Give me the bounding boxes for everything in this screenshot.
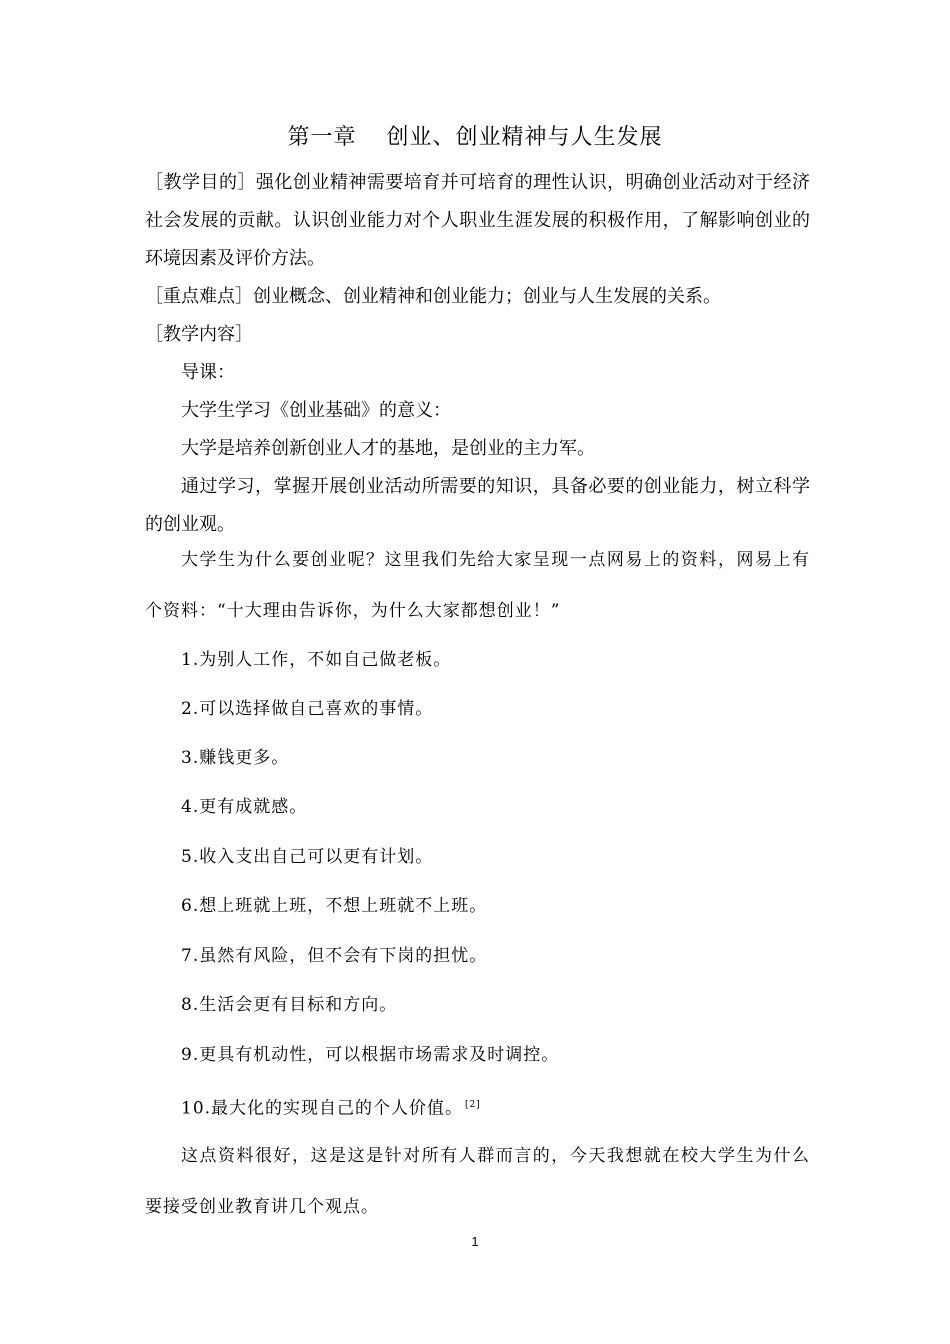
chapter-title [0, 120, 950, 151]
chapter-name: 创业、创业精神与人生发展 [386, 125, 663, 150]
reason-item: 9.更具有机动性，可以根据市场需求及时调控。 [181, 1045, 560, 1065]
reason-item: 8.生活会更有目标和方向。 [181, 995, 398, 1015]
body-paragraph-4: 这点资料很好，这是这是针对所有人群而言的，今天我想就在校大学生为什么要接受创业教育讲几个观点。 [145, 1146, 810, 1217]
reason-item: 4.更有成就感。 [181, 797, 308, 817]
reason-item-last [145, 1080, 810, 1135]
reason-item: 6.想上班就上班，不想上班就不上班。 [181, 896, 488, 916]
reason-item: 5.收入支出自己可以更有计划。 [181, 847, 434, 867]
teaching-content-label: ［教学内容］ [145, 324, 253, 345]
citation-ref: [2] [465, 1100, 481, 1110]
intro-question: 大学生学习《创业基础》的意义： [181, 400, 451, 421]
teaching-purpose: ［教学目的］强化创业精神需要培育并可培育的理性认识，明确创业活动对于经济社会发展的贡献。认识创业能力对个人职业生涯发展的积极作用，了解影响创业的环境因素及评价方法。 [145, 172, 810, 269]
reason-item: 2.可以选择做自己喜欢的事情。 [181, 699, 434, 719]
chapter-number: 第一章 [287, 125, 357, 150]
intro-paragraph-2: 通过学习，掌握开展创业活动所需要的知识，具备必要的创业能力，树立科学的创业观。 [145, 476, 810, 535]
reason-item: 3.赚钱更多。 [181, 748, 290, 768]
reason-item: 1.为别人工作，不如自己做老板。 [181, 650, 452, 670]
key-difficulties: ［重点难点］创业概念、创业精神和创业能力；创业与人生发展的关系。 [145, 286, 721, 307]
reason-item: 7.虽然有风险，但不会有下岗的担忧。 [181, 946, 488, 966]
reason-text: 10.最大化的实现自己的个人价值。 [181, 1098, 464, 1119]
intro-lead: 导课： [181, 362, 235, 383]
intro-paragraph-1: 大学是培养创新创业人才的基地，是创业的主力军。 [181, 438, 595, 459]
body-paragraph-3: 大学生为什么要创业呢？这里我们先给大家呈现一点网易上的资料，网易上有个资料：“十大理由告诉你，为什么大家都想创业！” [145, 550, 810, 621]
page-number: 1 [471, 1234, 479, 1249]
